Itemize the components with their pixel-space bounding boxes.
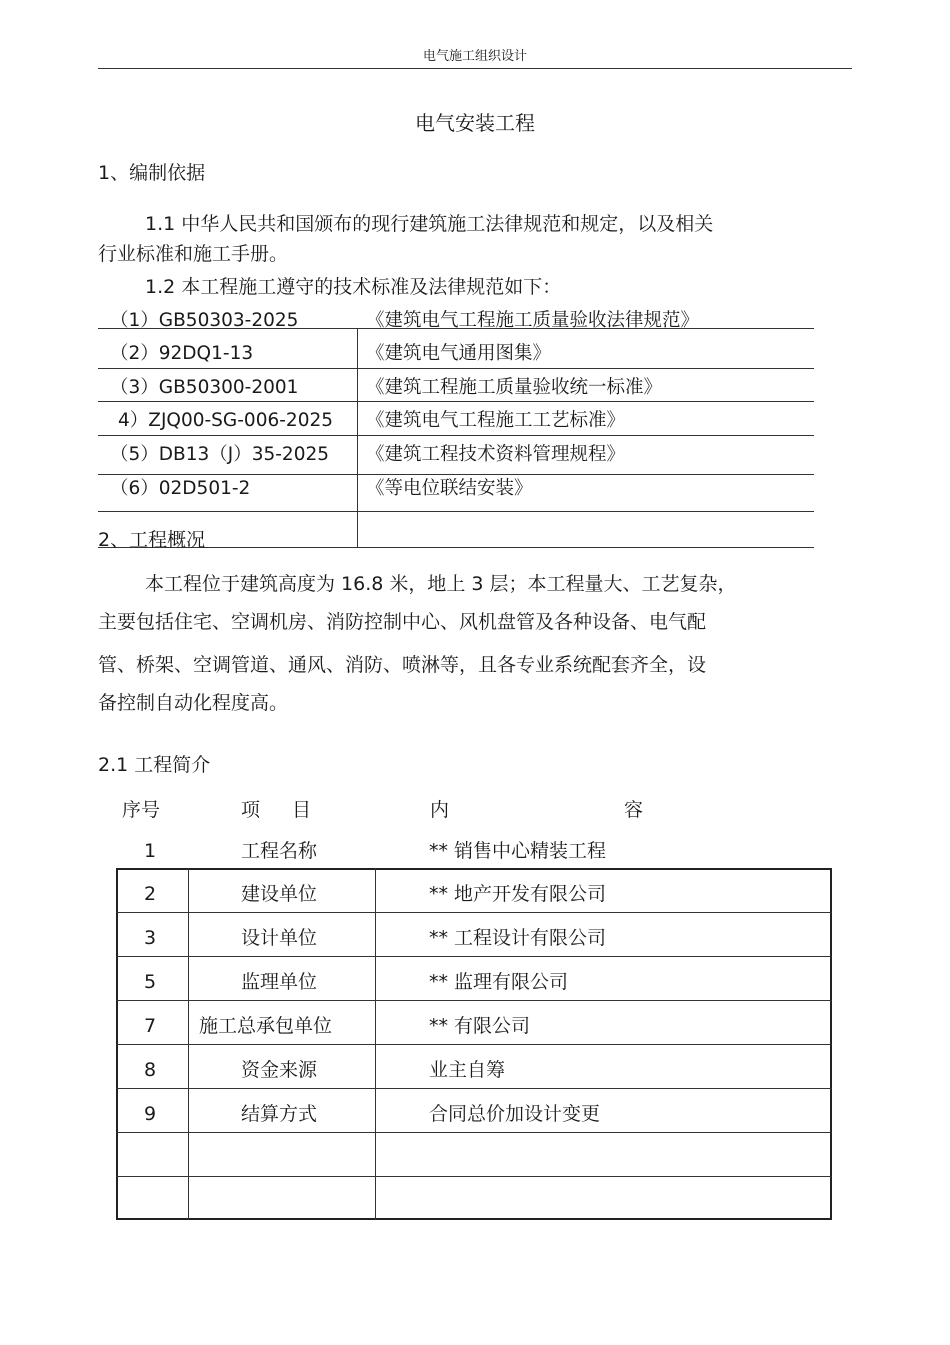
row-content: ** 地产开发有限公司 [429,883,607,905]
row-item: 施工总承包单位 [199,1015,333,1037]
row-no: 1 [144,840,157,862]
table-rule [116,1132,832,1133]
row-content: ** 监理有限公司 [429,971,569,993]
standard-name: 《建筑工程施工质量验收统一标准》 [366,377,663,398]
table-rule [116,1088,832,1089]
row-no: 7 [144,1015,157,1037]
row-content: 业主自筹 [429,1059,506,1081]
row-no: 5 [144,971,157,993]
row-content: 合同总价加设计变更 [429,1103,601,1125]
table-rule [116,1176,832,1177]
row-no: 2 [144,883,157,905]
section-1-paragraph-2: 1.2 本工程施工遵守的技术标准及法律规范如下： [145,276,562,298]
standard-code: （2）92DQ1-13 [110,343,254,364]
standard-code: （1）GB50303-2025 [110,310,299,331]
row-item: 监理单位 [241,971,318,993]
table-rule [116,1000,832,1001]
overview-line-2: 主要包括住宅、空调机房、消防控制中心、风机盘管及各种设备、电气配 [98,611,707,633]
col-header-content-part-1: 内 [430,799,450,821]
overview-line-4: 备控制自动化程度高。 [98,692,289,714]
col-header-content-part-2: 容 [624,799,644,821]
header-divider [98,68,852,69]
col-header-item-part-2: 目 [292,799,312,821]
section-1-paragraph-1-line-1: 1.1 中华人民共和国颁布的现行建筑施工法律规范和规定，以及相关 [145,213,714,235]
table-rule [98,368,814,369]
standard-code: （3）GB50300-2001 [110,377,299,398]
row-no: 8 [144,1059,157,1081]
standard-name: 《建筑电气工程施工质量验收法律规范》 [366,310,700,331]
standard-code: （6）02D501-2 [110,478,251,499]
standard-code: （5）DB13（J）35-2025 [110,444,330,465]
running-header: 电气施工组织设计 [422,49,527,64]
table-rule [98,547,814,548]
table-rule [116,912,832,913]
table-rule [98,328,814,329]
table-column-divider [357,328,358,547]
row-item: 工程名称 [241,840,318,862]
row-content: ** 有限公司 [429,1015,531,1037]
row-item: 资金来源 [241,1059,318,1081]
row-content: ** 销售中心精装工程 [429,840,607,862]
row-item: 结算方式 [241,1103,318,1125]
section-2-1-heading: 2.1 工程简介 [98,754,211,776]
row-item: 建设单位 [241,883,318,905]
table-rule [116,956,832,957]
standard-name: 《建筑电气通用图集》 [366,343,552,364]
row-item: 设计单位 [241,927,318,949]
row-no: 9 [144,1103,157,1125]
section-1-paragraph-1-line-2: 行业标准和施工手册。 [98,243,289,265]
row-no: 3 [144,927,157,949]
col-header-item-part-1: 项 [241,799,261,821]
document-title: 电气安装工程 [415,111,535,135]
section-2-heading: 2、工程概况 [98,529,206,551]
table-rule [98,401,814,402]
standard-name: 《等电位联结安装》 [366,478,533,499]
overview-line-1: 本工程位于建筑高度为 16.8 米，地上 3 层；本工程量大、工艺复杂， [145,573,737,595]
section-1-heading: 1、编制依据 [98,162,206,184]
table-rule [116,1044,832,1045]
overview-line-3: 管、桥架、空调管道、通风、消防、喷淋等，且各专业系统配套齐全，设 [98,654,707,676]
standard-name: 《建筑电气工程施工工艺标准》 [366,410,626,431]
row-content: ** 工程设计有限公司 [429,927,607,949]
table-rule [98,511,814,512]
table-rule [98,435,814,436]
col-header-no: 序号 [122,799,161,821]
standard-name: 《建筑工程技术资料管理规程》 [366,444,626,465]
standard-code: 4）ZJQ00-SG-006-2025 [118,410,333,431]
